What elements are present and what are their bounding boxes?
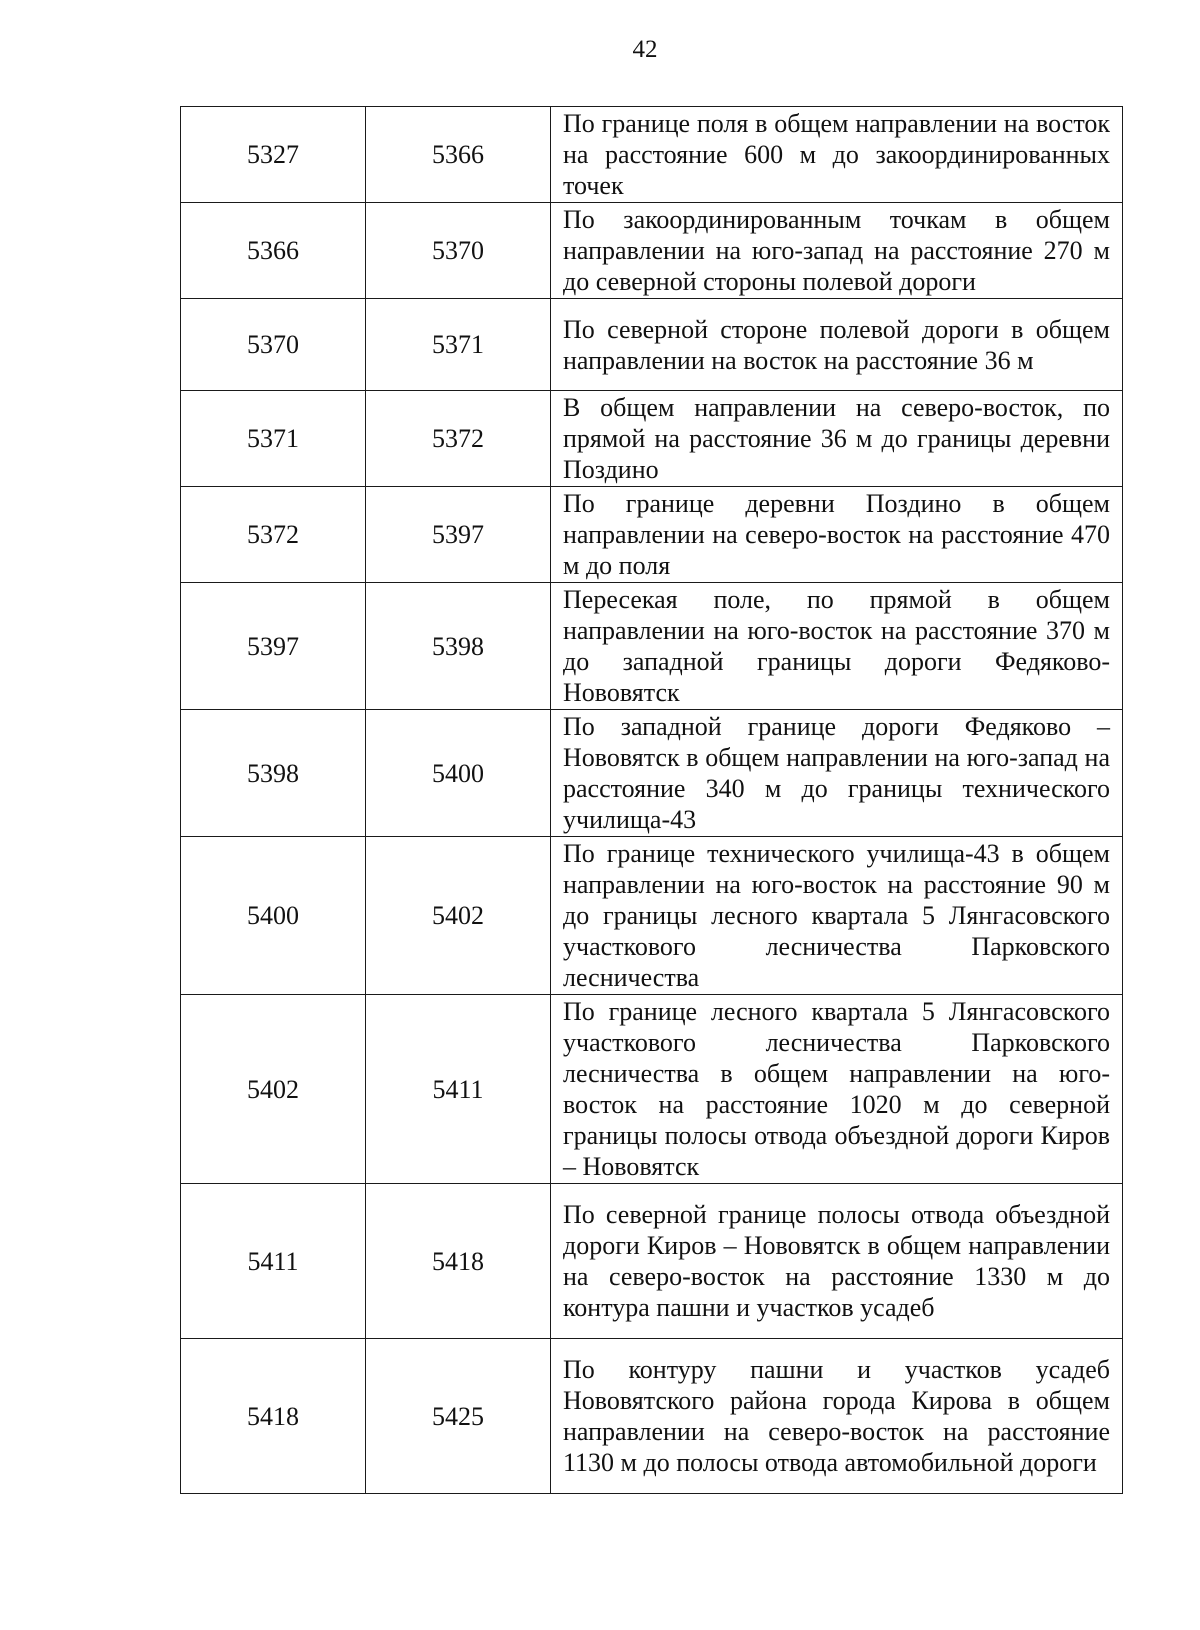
- table-row: [181, 391, 1123, 487]
- from-point-cell: 5397: [181, 583, 366, 710]
- table-row: [181, 995, 1123, 1184]
- from-point-cell: 5398: [181, 710, 366, 837]
- description-cell: По границе лесного квартала 5 Лянгасовского участкового лесничества Парковского лесничества в общем направлении на юго-восток на расстояние 1020 м до северной границы полосы отвода объездной дороги Киров – Нововятск: [551, 995, 1123, 1184]
- table-row: [181, 107, 1123, 203]
- table-row: [181, 710, 1123, 837]
- to-point-cell: 5397: [366, 487, 551, 583]
- table-row: [181, 487, 1123, 583]
- table-row: [181, 1184, 1123, 1339]
- description-cell: По северной стороне полевой дороги в общем направлении на восток на расстояние 36 м: [551, 299, 1123, 391]
- description-cell: По закоординированным точкам в общем направлении на юго-запад на расстояние 270 м до северной стороны полевой дороги: [551, 203, 1123, 299]
- from-point-cell: 5327: [181, 107, 366, 203]
- table-row: [181, 837, 1123, 995]
- boundary-points-table: [180, 106, 1123, 1494]
- from-point-cell: 5418: [181, 1339, 366, 1494]
- from-point-cell: 5402: [181, 995, 366, 1184]
- table-row: [181, 1339, 1123, 1494]
- from-point-cell: 5366: [181, 203, 366, 299]
- from-point-cell: 5400: [181, 837, 366, 995]
- to-point-cell: 5425: [366, 1339, 551, 1494]
- description-cell: Пересекая поле, по прямой в общем направлении на юго-восток на расстояние 370 м до западной границы дороги Федяково-Нововятск: [551, 583, 1123, 710]
- to-point-cell: 5372: [366, 391, 551, 487]
- table-row: [181, 299, 1123, 391]
- description-cell: По северной границе полосы отвода объездной дороги Киров – Нововятск в общем направлении на северо-восток на расстояние 1330 м до контура пашни и участков усадеб: [551, 1184, 1123, 1339]
- description-cell: В общем направлении на северо-восток, по прямой на расстояние 36 м до границы деревни Поздино: [551, 391, 1123, 487]
- to-point-cell: 5411: [366, 995, 551, 1184]
- from-point-cell: 5370: [181, 299, 366, 391]
- to-point-cell: 5400: [366, 710, 551, 837]
- table-row: [181, 583, 1123, 710]
- page-number: 42: [632, 36, 658, 63]
- from-point-cell: 5371: [181, 391, 366, 487]
- from-point-cell: 5411: [181, 1184, 366, 1339]
- description-cell: По границе технического училища-43 в общем направлении на юго-восток на расстояние 90 м до границы лесного квартала 5 Лянгасовского участкового лесничества Парковского лесничества: [551, 837, 1123, 995]
- from-point-cell: 5372: [181, 487, 366, 583]
- to-point-cell: 5370: [366, 203, 551, 299]
- description-cell: По западной границе дороги Федяково – Нововятск в общем направлении на юго-запад на расстояние 340 м до границы технического училища-43: [551, 710, 1123, 837]
- to-point-cell: 5371: [366, 299, 551, 391]
- table-row: [181, 203, 1123, 299]
- description-cell: По границе поля в общем направлении на восток на расстояние 600 м до закоординированных точек: [551, 107, 1123, 203]
- to-point-cell: 5402: [366, 837, 551, 995]
- to-point-cell: 5398: [366, 583, 551, 710]
- to-point-cell: 5366: [366, 107, 551, 203]
- description-cell: По границе деревни Поздино в общем направлении на северо-восток на расстояние 470 м до поля: [551, 487, 1123, 583]
- to-point-cell: 5418: [366, 1184, 551, 1339]
- description-cell: По контуру пашни и участков усадеб Нововятского района города Кирова в общем направлении на северо-восток на расстояние 1130 м до полосы отвода автомобильной дороги: [551, 1339, 1123, 1494]
